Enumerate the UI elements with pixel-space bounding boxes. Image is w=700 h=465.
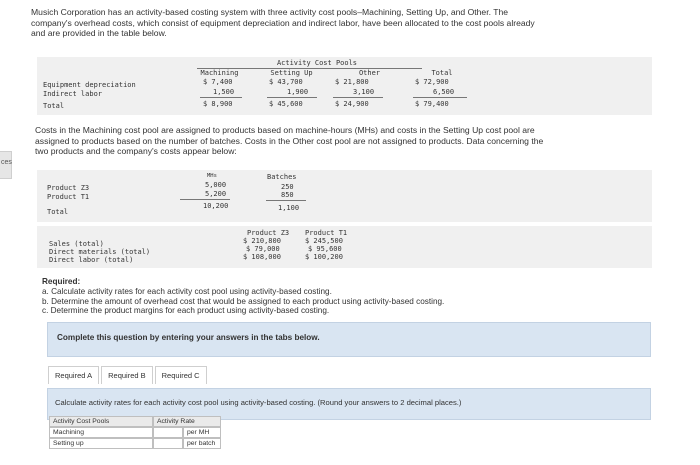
row-label-direct-materials: Direct materials (total) (49, 248, 151, 256)
col-product-z3: Product Z3 (247, 229, 290, 237)
row-label-equipment-depreciation: Equipment depreciation (43, 81, 136, 89)
row-label-total: Total (43, 102, 65, 110)
required-b-text: b. Determine the amount of overhead cost that would be assigned to each product using activity-based costing. (42, 296, 445, 306)
cell-labor-total: 6,500 (433, 88, 455, 96)
cell-total-setting: $ 45,600 (269, 100, 303, 108)
rule-machining (200, 97, 242, 98)
cost-pools-group-header: Activity Cost Pools (276, 59, 358, 67)
required-c-text: c. Determine the product margins for each product using activity-based costing. (42, 306, 330, 316)
col-product-t1: Product T1 (305, 229, 348, 237)
grid-header-rate: Activity Rate (153, 416, 221, 427)
cell-dl-z3: $ 108,000 (243, 253, 281, 261)
intro-line-2: company's overhead costs, which consist of equipment depreciation and indirect labor, have been allocated to the cost pools already (31, 17, 535, 28)
tab-required-a[interactable]: Required A (48, 366, 99, 384)
grid-row-label-machining: Machining (49, 427, 153, 438)
allocation-line-3: two products and the company's costs appear below: (35, 146, 237, 157)
cell-sales-t1: $ 245,500 (305, 237, 343, 245)
product-costs-table (37, 226, 652, 268)
activity-usage-table (37, 170, 652, 222)
cell-z3-batches: 250 (281, 183, 294, 191)
cell-total-total: $ 79,400 (415, 100, 449, 108)
required-heading: Required: (42, 277, 81, 286)
cell-sales-z3: $ 210,800 (243, 237, 281, 245)
cell-total-mhs: 10,200 (203, 202, 229, 210)
allocation-line-2: assigned to products based on the number of batches. Costs in the Other cost pool are not assigned to products. Data concerning the (35, 135, 544, 146)
rule-mhs (180, 199, 230, 200)
instruction-text: Complete this question by entering your answers in the tabs below. (57, 333, 320, 342)
row-label-sales: Sales (total) (49, 240, 104, 248)
machining-rate-input[interactable] (153, 427, 183, 438)
grid-unit-per-mh: per MH (183, 427, 221, 438)
grid-row-label-setting-up: Setting up (49, 438, 153, 449)
side-edge-tab[interactable] (0, 151, 12, 179)
tab-required-b[interactable]: Required B (101, 366, 153, 384)
cell-labor-setting: 1,900 (287, 88, 309, 96)
cell-labor-machining: 1,500 (213, 88, 235, 96)
answer-prompt-text: Calculate activity rates for each activity cost pool using activity-based costing. (Round your answers to 2 decimal places.) (55, 398, 462, 407)
cell-z3-mhs: 5,000 (205, 181, 227, 189)
cell-equip-other: $ 21,800 (335, 78, 369, 86)
intro-line-1: Musich Corporation has an activity-based costing system with three activity cost pools–Machining, Setting Up, and Other. The (31, 7, 509, 17)
cell-dl-t1: $ 100,200 (305, 253, 343, 261)
row-label-product-t1: Product T1 (47, 193, 90, 201)
tab-required-c[interactable]: Required C (155, 366, 207, 384)
rule-other (333, 97, 383, 98)
col-machining: Machining (200, 69, 239, 77)
col-batches: Batches (267, 173, 297, 181)
cell-labor-other: 3,100 (353, 88, 375, 96)
side-edge-tab-label: ces (1, 159, 12, 166)
allocation-line-1: Costs in the Machining cost pool are assigned to products based on machine-hours (MHs) and costs in the Setting Up cost pool are (35, 125, 535, 135)
answer-tabs (48, 366, 209, 384)
cell-dm-z3: $ 79,000 (246, 245, 280, 253)
cost-pools-table (37, 57, 652, 115)
setting-up-rate-input[interactable] (153, 438, 183, 449)
rule-setting (267, 97, 317, 98)
col-mhs: MHs (207, 173, 217, 179)
grid-unit-per-batch: per batch (183, 438, 221, 449)
col-setting-up: Setting Up (270, 69, 313, 77)
instruction-banner (47, 322, 651, 357)
cell-total-machining: $ 8,900 (203, 100, 233, 108)
grid-header-pools: Activity Cost Pools (49, 416, 153, 427)
intro-text (31, 7, 681, 39)
intro-line-3: and are provided in the table below. (31, 28, 167, 39)
required-section (42, 277, 662, 316)
cell-t1-mhs: 5,200 (205, 190, 227, 198)
allocation-text (35, 125, 675, 157)
cell-total-other: $ 24,900 (335, 100, 369, 108)
cell-equip-setting: $ 43,700 (269, 78, 303, 86)
cell-t1-batches: 850 (281, 191, 294, 199)
cell-equip-machining: $ 7,400 (203, 78, 233, 86)
col-total: Total (431, 69, 453, 77)
required-a-text: a. Calculate activity rates for each activity cost pool using activity-based costing. (42, 286, 332, 296)
cell-equip-total: $ 72,900 (415, 78, 449, 86)
col-other: Other (358, 69, 381, 77)
cell-dm-t1: $ 95,600 (308, 245, 342, 253)
row-label-total-usage: Total (47, 208, 69, 216)
cell-total-batches: 1,100 (278, 204, 300, 212)
row-label-direct-labor: Direct labor (total) (49, 256, 134, 264)
row-label-indirect-labor: Indirect labor (43, 90, 103, 98)
row-label-product-z3: Product Z3 (47, 184, 90, 192)
rule-batches (266, 200, 306, 201)
rule-total (413, 97, 467, 98)
